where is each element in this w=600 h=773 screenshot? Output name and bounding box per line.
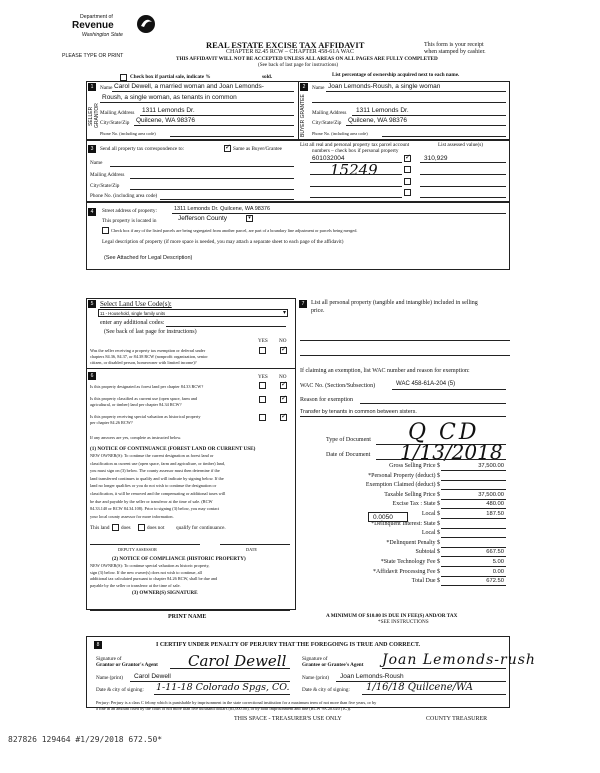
tax-row-line — [441, 566, 506, 567]
certify-statement: I CERTIFY UNDER PENALTY OF PERJURY THAT THE FOREGOING IS TRUE AND CORRECT. — [156, 642, 421, 648]
receipt-note-2: when stamped by cashier. — [424, 49, 486, 55]
notice-line: classification as current use (open space, farm and agriculture, or timber) land, — [90, 460, 226, 466]
tax-row-line — [441, 499, 506, 500]
handwritten-parcel-note: 15249 — [330, 161, 378, 179]
deputy-date-label: DATE — [246, 547, 257, 552]
land-use-select[interactable] — [98, 309, 288, 317]
notice-continuance-title: (1) NOTICE OF CONTINUANCE (FOREST LAND OR CURRENT USE) — [90, 446, 256, 452]
tax-row-line — [441, 528, 506, 529]
section-5-yes-header: YES — [258, 338, 268, 344]
section-8-badge: 8 — [94, 641, 102, 649]
minimum-due-note: A MINIMUM OF $10.00 IS DUE IN FEE(S) AND/OR TAX — [326, 613, 458, 619]
buyer-name-value: Joan Lemonds-Roush, a single woman — [328, 83, 441, 90]
tax-row-label: Gross Selling Price $ — [389, 463, 440, 469]
qualify-label: qualify for continuance. — [176, 525, 226, 531]
grantee-name-label: Name (print) — [302, 675, 329, 681]
grantor-sig-label-2: Grantor or Grantor's Agent — [96, 662, 158, 668]
parcel-header-1: List all real and personal property tax parcel account — [300, 142, 410, 148]
ownership-note: List percentage of ownership acquired next to each name. — [332, 72, 460, 78]
notice-line: additional tax calculated pursuant to chapter 84.26 RCW, shall be due and — [90, 576, 218, 581]
notice-line: NEW OWNER(S): To continue the current designation as forest land or — [90, 453, 214, 458]
forest-no-checkbox[interactable] — [280, 382, 287, 389]
historical-question-2: per chapter 84.26 RCW? — [90, 420, 133, 425]
county-value: Jefferson County — [178, 215, 228, 222]
parcel-2-personal-checkbox[interactable] — [404, 166, 411, 173]
notice-line: sign (3) below. If the new owner(s) does not wish to continue, all — [90, 569, 202, 575]
current-use-no-checkbox[interactable] — [280, 396, 287, 403]
parcel-header-2: numbers – check box if personal property — [312, 148, 399, 154]
seller-name-line-1: Carol Dewell, a married woman and Joan Lemonds- — [114, 83, 264, 90]
see-attached-legal: (See Attached for Legal Description) — [104, 255, 193, 261]
grantee-date-label: Date & city of signing: — [302, 687, 350, 693]
buyer-mail-label: Mailing Address — [312, 110, 347, 116]
tax-row-line — [441, 556, 506, 557]
personal-property-label: List all personal property (tangible and intangible) included in selling — [311, 300, 478, 306]
tax-row-line — [441, 518, 506, 519]
doc-date-handwritten: 1/13/2018 — [400, 440, 503, 464]
segregated-checkbox[interactable] — [102, 227, 109, 234]
section-5-no-header: NO — [279, 338, 287, 344]
cashier-stamp: 827826 129464 #1/29/2018 672.50* — [8, 735, 163, 744]
wac-label: WAC No. (Section/Subsection) — [300, 383, 376, 389]
seller-mail-label: Mailing Address — [100, 110, 135, 116]
notice-line: your local county assessor for more information. — [90, 513, 174, 519]
notice-line: you must sign on (3) below. The county assessor must then determine if the — [90, 468, 220, 474]
does-not-label: does not — [147, 525, 165, 531]
tax-row-line — [441, 547, 506, 548]
partial-sold-label: sold. — [262, 74, 273, 80]
land-use-dropdown-icon: ▾ — [282, 310, 286, 316]
buyer-name-label: Name — [312, 85, 325, 91]
parcel-number-1: 601032004 — [312, 155, 345, 162]
wac-value: WAC 458-61A-204 (5) — [396, 381, 456, 387]
exemption-no-checkbox[interactable] — [280, 347, 287, 354]
historical-question-1: Is this property receiving special valuation as historical property — [90, 414, 201, 419]
dept-of-label: Department of — [80, 14, 113, 20]
buyer-side-label: BUYER GRANTEE — [300, 94, 306, 138]
county-dropdown-icon[interactable]: ▾ — [246, 215, 253, 222]
section-1-badge: 1 — [88, 83, 96, 91]
historical-yes-checkbox[interactable] — [259, 414, 266, 421]
tax-row-value: 0.00 — [492, 568, 504, 575]
reason-value: Transfer by tenants in common between sisters. — [300, 409, 417, 415]
tax-row-label: *Delinquent Interest: State $ — [371, 520, 440, 527]
price-label: price. — [311, 308, 325, 314]
street-address-label: Street address of property: — [102, 208, 157, 214]
notice-line: classification, it will be removed and the compensating or additional taxes will — [90, 491, 226, 496]
tax-row-line — [441, 470, 506, 471]
please-type-label: PLEASE TYPE OR PRINT — [62, 53, 124, 59]
tax-row-label: *Personal Property (deduct) $ — [368, 472, 440, 479]
parcel-4-personal-checkbox[interactable] — [404, 189, 411, 196]
washington-swoosh-icon — [136, 14, 156, 34]
parcel-3-personal-checkbox[interactable] — [404, 178, 411, 185]
exemption-question-1: Was the seller receiving a property tax exemption or deferral under — [90, 348, 206, 353]
tax-row-value: 37,500.00 — [478, 463, 504, 469]
local-rate-box — [368, 512, 408, 522]
tax-row-value: 480.00 — [486, 501, 504, 508]
seller-name-label: Name — [100, 85, 113, 91]
seller-name-line-2: Roush, a single woman, as tenants in common — [102, 94, 237, 101]
correspondence-phone-label: Phone No. (including area code) — [90, 193, 158, 199]
print-name-label: PRINT NAME — [168, 614, 207, 620]
tax-row-label: Local $ — [421, 530, 440, 537]
tax-row-line — [441, 480, 506, 481]
doc-type-handwritten: Q CD — [408, 420, 480, 445]
does-label: does — [121, 525, 131, 531]
tax-row-value: 667.50 — [486, 549, 504, 556]
seller-phone-label: Phone No. (including area code) — [100, 131, 156, 136]
tax-row-label: Exemption Claimed (deduct) $ — [365, 482, 440, 489]
correspondence-name-label: Name — [90, 160, 103, 166]
tax-row-label: *State Technology Fee $ — [380, 559, 440, 565]
tax-row-line — [441, 576, 506, 577]
reason-label: Reason for exemption — [300, 397, 353, 403]
seller-mail-value: 1311 Lemonds Dr. — [142, 107, 195, 114]
notice-line: payable by the seller or transferor at the time of sale. — [90, 582, 181, 588]
legal-description-label: Legal description of property (if more space is needed, you may attach a separate sheet to each page of the affidavit) — [102, 239, 344, 245]
county-label: This property is located in — [102, 218, 157, 224]
tax-row-value: 37,500.00 — [478, 491, 504, 498]
grantee-name-value: Joan Lemonds-Roush — [340, 673, 404, 680]
grantor-name-label: Name (print) — [96, 675, 123, 681]
section-5-badge: 5 — [88, 300, 96, 308]
grantee-sig-label-1: Signature of — [302, 656, 328, 662]
notice-compliance-title: (2) NOTICE OF COMPLIANCE (HISTORIC PROPERTY) — [112, 556, 246, 562]
assessed-header: List assessed value(s) — [438, 142, 483, 148]
tax-row-label: Excise Tax : State $ — [392, 501, 440, 508]
tax-row-label: Taxable Selling Price $ — [384, 491, 440, 498]
form-title: REAL ESTATE EXCISE TAX AFFIDAVIT — [206, 40, 365, 50]
deputy-assessor-label: DEPUTY ASSESSOR — [118, 547, 157, 552]
section-3-badge: 3 — [88, 145, 96, 153]
grantee-sig-label-2: Grantee or Grantee's Agent — [302, 662, 364, 668]
tax-row-line — [441, 585, 506, 586]
tax-row-label: Local $ — [421, 511, 440, 517]
historical-no-checkbox[interactable] — [280, 414, 287, 421]
local-rate-value: 0.0050 — [373, 514, 393, 521]
additional-codes-label: enter any additional codes: — [100, 320, 165, 326]
doc-type-label: Type of Document — [326, 437, 371, 443]
tax-row-value: 672.50 — [486, 578, 504, 585]
notice-line: 84.33.140 or RCW 84.34.108). Prior to signing (3) below, you may contact — [90, 506, 220, 512]
tax-row-value: 187.50 — [486, 511, 504, 517]
this-land-label: This land — [90, 525, 110, 531]
tax-row-label: Subtotal $ — [415, 549, 440, 556]
land-use-value: 11 - Household, single family units — [100, 311, 166, 316]
doc-date-label: Date of Document — [326, 452, 371, 458]
seller-side-label: SELLER GRANTOR — [88, 103, 100, 129]
buyer-city-label: City/State/Zip — [312, 120, 342, 126]
land-use-label: Select Land Use Code(s): — [100, 300, 172, 308]
grantee-date-city: 1/16/18 Quilcene/WA — [366, 682, 474, 693]
section-6-yes-header: YES — [258, 374, 268, 380]
tax-row-line — [441, 537, 506, 538]
exemption-question-2: chapters 84.36, 84.37, or 84.38 RCW (nonprofit organization, senior — [90, 354, 208, 359]
perjury-note-2: a fine in an amount fixed by the court of not more than five thousand dollars ($5,000.00), or by both imprisonment and fine (RCW 9A.20.020 (1C)). — [96, 706, 352, 711]
form-warning: THIS AFFIDAVIT WILL NOT BE ACCEPTED UNLESS ALL AREAS ON ALL PAGES ARE FULLY COMPLETED — [176, 56, 438, 62]
current-use-question-1: Is this property classified as current use (open space, farm and — [90, 396, 198, 401]
exemption-question-3: citizen, or disabled person, homeowner with limited income)? — [90, 360, 197, 365]
grantor-sig-label-1: Signature of — [96, 656, 122, 662]
buyer-phone-label: Phone No. (including area code) — [312, 131, 368, 136]
exemption-yes-checkbox[interactable] — [259, 347, 266, 354]
land-does-not-checkbox[interactable] — [138, 524, 145, 531]
seller-city-value: Quilcene, WA 98376 — [136, 117, 196, 124]
land-use-see-back: (See back of last page for instructions) — [104, 329, 197, 335]
section-6-badge: 6 — [88, 372, 96, 380]
assessed-value-1: 310,929 — [424, 155, 448, 162]
correspondence-city-label: City/State/Zip — [90, 183, 120, 189]
if-yes-instruction: If any answers are yes, complete as instructed below. — [90, 435, 182, 440]
grantor-date-label: Date & city of signing: — [96, 687, 144, 693]
receipt-note-1: This form is your receipt — [424, 42, 484, 48]
treasurer-use-label: THIS SPACE - TREASURER'S USE ONLY — [234, 716, 342, 722]
notice-line: be due and payable by the seller or transferor at the time of sale. (RCW — [90, 498, 213, 504]
form-see-back: (See back of last page for instructions) — [258, 62, 339, 68]
form-chapter: CHAPTER 82.45 RCW – CHAPTER 458-61A WAC — [226, 49, 354, 55]
county-treasurer-label: COUNTY TREASURER — [426, 716, 488, 722]
section-6-no-header: NO — [279, 374, 287, 380]
tax-row-line — [441, 489, 506, 490]
land-does-checkbox[interactable] — [112, 524, 119, 531]
tax-row-line — [441, 508, 506, 509]
owner-signature-label: (3) OWNER(S) SIGNATURE — [132, 590, 198, 596]
claiming-exemption-label: If claiming an exemption, list WAC number and reason for exemption: — [300, 368, 470, 374]
current-use-question-2: agricultural, or timber) land per chapter 84.34 RCW? — [90, 402, 182, 407]
street-address-value: 1311 Lemonds Dr. Quilcene, WA 98376 — [174, 206, 271, 212]
notice-line: land transferred continues to qualify and will indicate by signing below. If the — [90, 475, 224, 481]
washington-state-label: Washington State — [82, 32, 123, 38]
section-7-badge: 7 — [299, 300, 307, 308]
buyer-mail-value: 1311 Lemonds Dr. — [356, 107, 409, 114]
see-instructions-note: *SEE INSTRUCTIONS — [378, 619, 429, 625]
revenue-label: Revenue — [72, 20, 114, 31]
correspondence-mail-label: Mailing Address — [90, 172, 125, 178]
grantor-signature: Carol Dewell — [188, 652, 287, 670]
forest-land-question: Is this property designated as forest land per chapter 84.33 RCW? — [90, 384, 204, 389]
partial-sale-label: Check box if partial sale, indicate % — [130, 74, 211, 80]
buyer-city-value: Quilcene, WA 98376 — [348, 117, 408, 124]
send-correspondence-label: Send all property tax correspondence to: — [100, 146, 184, 152]
grantee-signature: Joan Lemonds-rush — [382, 652, 536, 668]
seller-city-label: City/State/Zip — [100, 120, 130, 126]
same-as-buyer-checkbox[interactable] — [224, 145, 231, 152]
section-4-badge: 4 — [88, 208, 96, 216]
notice-line: land no longer qualifies or you do not wish to continue the designation or — [90, 483, 217, 489]
segregated-label: Check box if any of the listed parcels are being segregated from another parcel, are part of a boundary line adjustment or parcels being merged. — [111, 228, 358, 233]
grantor-name-value: Carol Dewell — [134, 673, 171, 680]
tax-row-label: *Delinquent Penalty $ — [386, 539, 440, 546]
current-use-yes-checkbox[interactable] — [259, 396, 266, 403]
notice-line: NEW OWNER(S): To continue special valuation as historic property, — [90, 563, 210, 568]
revenue-logo — [62, 14, 158, 48]
tax-row-label: *Affidavit Processing Fee $ — [372, 568, 440, 575]
forest-yes-checkbox[interactable] — [259, 382, 266, 389]
grantor-date-city: 1-11-18 Colorado Spgs, CO. — [156, 682, 290, 693]
perjury-note-1: Perjury: Perjury is a class C felony which is punishable by imprisonment in the state correctional institution for a maximum term of not more than five years, or by — [96, 700, 377, 705]
partial-sale-checkbox[interactable] — [120, 74, 127, 81]
tax-row-value: 5.00 — [492, 559, 504, 565]
tax-row-label: Total Due $ — [411, 578, 440, 585]
same-as-buyer-label: Same as Buyer/Grantee — [233, 146, 282, 152]
section-2-badge: 2 — [300, 83, 308, 91]
parcel-1-personal-checkbox[interactable] — [404, 155, 411, 162]
